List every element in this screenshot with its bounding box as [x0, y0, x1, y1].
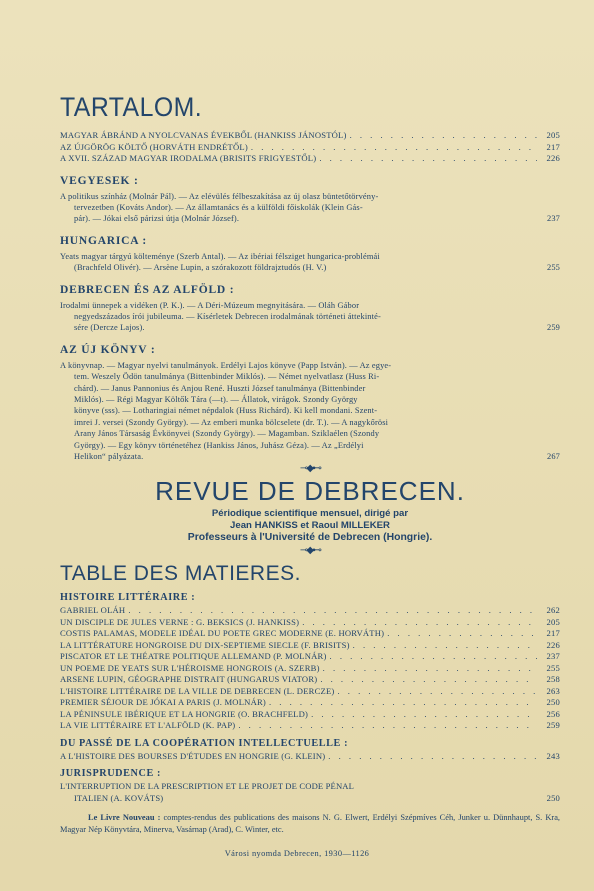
toc-entry: LA PÉNINSULE IBÉRIQUE ET LA HONGRIE (O. BRACHFELD) . . . 256: [60, 709, 560, 721]
toc-entry: PREMIER SÉJOUR DE JÓKAI A PARIS (J. MOLNÁR) . . . 250: [60, 697, 560, 709]
toc-entry: L'HISTOIRE LITTÉRAIRE DE LA VILLE DE DEBRECEN (L. DERCZE) . . . 263: [60, 686, 560, 698]
section-heading-hungarica: HUNGARICA :: [60, 234, 148, 247]
toc-entry: MAGYAR ÁBRÁND A NYOLCVANAS ÉVEKBŐL (HANKISS JÁNOSTÓL) . . . 205: [60, 130, 560, 142]
revue-subtitle: Périodique scientifique mensuel, dirigé par: [211, 508, 409, 520]
tartalom-top-items: [60, 130, 560, 165]
section-heading-jurisprudence: JURISPRUDENCE :: [60, 768, 161, 780]
section-heading-uj-konyv: AZ ÚJ KÖNYV :: [60, 343, 156, 356]
table-des-matieres-title: TABLE DES MATIERES.: [60, 562, 301, 586]
ornament-divider: ⊸◆⊷: [299, 545, 321, 557]
revue-affiliation: Professeurs à l'Université de Debrecen (Hongrie).: [187, 532, 433, 544]
section-body-uj-konyv: A könyvnap. — Magyar nyelvi tanulmányok. Erdélyi Lajos könyve (Papp István). — Az egye- tem. Weszely Ödön tanulmánya (Bittenbinder Miklós). — Német nyelvatlasz (Huss Ri- chárd). — Janus Pannonius és Anjou René. Huszti József tanulmánya (Bittenbinder Miklós). — Régi Magyar Költők Tára (—t). — Állatok, virágok. Szondy György könyve (sss). — Lotharingiai német népdalok (Huss Richárd). Ki kell mondani. Szent- imrei J. versei (Szondy György). — Az emberi munka bölcselete (dr. T.). — A nagykőrösi Arany János Társaság Évkönyvei (Szondy György). — Magamban. Sziklaélen (Szondy György). — Egy könyv történetéhez (Hankiss János, Juhász Géza). — Az „Erdélyi Helikon“ pályázata. 267: [60, 360, 560, 461]
page-number: 259: [546, 323, 560, 333]
section-body-vegyesek: A politikus színház (Molnár Pál). — Az elévülés félbeszakítása az új olasz büntetőtörvény- tervezetben (Kováts Andor). — Az államtanács és a külföldi főiskolák (Klein Gás- pár). — Jókai első párizsi útja (Molnár József). 237: [60, 191, 560, 224]
page-number: 267: [546, 452, 560, 461]
section-heading-cooperation: DU PASSÉ DE LA COOPÉRATION INTELLECTUELLE :: [60, 737, 349, 749]
printer-footer: Városi nyomda Debrecen, 1930—1126: [224, 849, 370, 858]
histoire-list: [60, 605, 560, 732]
note-label: Le Livre Nouveau :: [88, 813, 161, 823]
toc-entry: UN POEME DE YEATS SUR L'HÉROISME HONGROIS (A. SZERB) . . . 255: [60, 663, 560, 675]
toc-entry: LA LITTÉRATURE HONGROISE DU DIX-SEPTIEME SIECLE (F. BRISITS) . . . 226: [60, 640, 560, 652]
page-number: 255: [546, 263, 560, 273]
toc-entry: ARSENE LUPIN, GÉOGRAPHE DISTRAIT (HUNGARUS VIATOR) . . . 258: [60, 674, 560, 686]
toc-entry: UN DISCIPLE DE JULES VERNE : G. BEKSICS (J. HANKISS) . . . 205: [60, 617, 560, 629]
ornament-divider: ⊸◆⊷: [299, 463, 321, 475]
toc-entry: GABRIEL OLÁH . . . 262: [60, 605, 560, 617]
section-body-hungarica: Yeats magyar tárgyú költeménye (Szerb Antal). — Az ibériai félsziget hungarica-problémái (Brachfeld Olivér). — Arsène Lupin, a szórakozott földrajztudós (H. V.) 255: [60, 251, 560, 273]
toc-entry: A XVII. SZÁZAD MAGYAR IRODALMA (BRISITS FRIGYESTŐL) . . . 226: [60, 153, 560, 165]
section-heading-vegyesek: VEGYESEK :: [60, 174, 139, 187]
page-number: 237: [546, 214, 560, 224]
section-body-jurisprudence: L'INTERRUPTION DE LA PRESCRIPTION ET LE PROJET DE CODE PÉNAL ITALIEN (A. KOVÁTS) 250: [60, 781, 560, 803]
toc-entry: AZ ÚJGÖRÖG KÖLTŐ (HORVÁTH ENDRÉTŐL) . . . 217: [60, 142, 560, 154]
tartalom-title: TARTALOM.: [60, 92, 203, 122]
section-heading-histoire: HISTOIRE LITTÉRAIRE :: [60, 592, 196, 604]
note-text: comptes-rendus des publications des maisons N. G. Elwert, Erdélyi Szépmíves Céh, Junker u. Dünnhaupt, S. Kra, Magyar Nép Könyvtára, Minerva, Vasárnap (Arad), C. Winter, etc.: [60, 813, 561, 834]
toc-entry: COSTIS PALAMAS, MODELE IDÉAL DU POETE GREC MODERNE (E. HORVÁTH) . . . 217: [60, 628, 560, 640]
page-number: 250: [546, 792, 560, 803]
section-body-debrecen: Irodalmi ünnepek a vidéken (P. K.). — A Déri-Múzeum megnyitására. — Oláh Gábor negyedszázados írói jubileuma. — Kísérletek Debrecen irodalmának történeti áttekinté- sére (Dercze Lajos). 259: [60, 300, 560, 333]
toc-entry: A L'HISTOIRE DES BOURSES D'ÉTUDES EN HONGRIE (G. KLEIN) . . . 243: [60, 751, 560, 763]
revue-editors: Jean HANKISS et Raoul MILLEKER: [230, 520, 390, 532]
revue-title: REVUE DE DEBRECEN.: [155, 476, 465, 507]
section-heading-debrecen: DEBRECEN ÉS AZ ALFÖLD :: [60, 283, 235, 296]
livre-nouveau-note: [60, 812, 560, 835]
toc-entry: PISCATOR ET LE THÉATRE POLITIQUE ALLEMAND (P. MOLNÁR) . . . 237: [60, 651, 560, 663]
toc-entry: LA VIE LITTÉRAIRE ET L'ALFÖLD (K. PAP) . . . 259: [60, 720, 560, 732]
